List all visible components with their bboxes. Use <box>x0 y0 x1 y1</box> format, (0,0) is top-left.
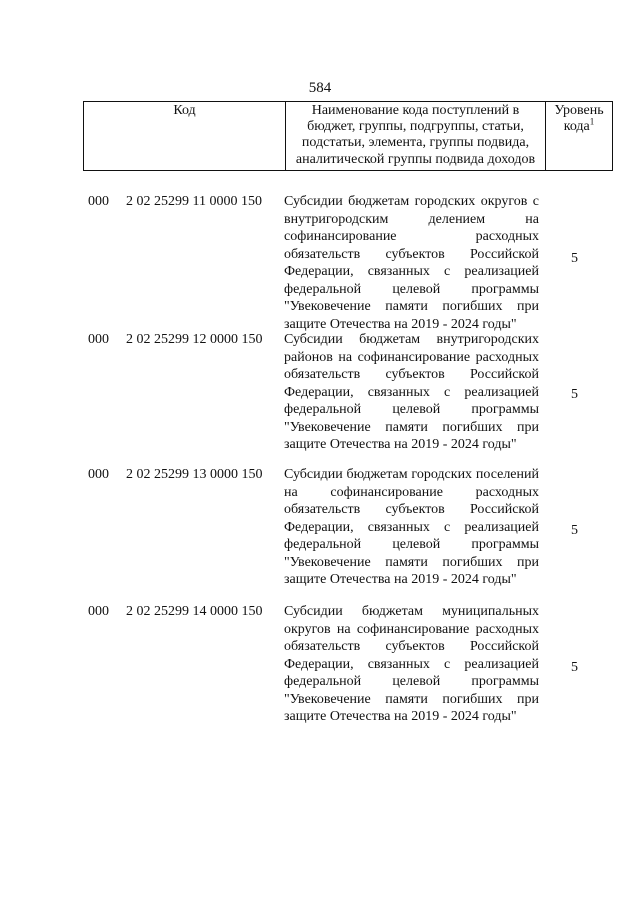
row-admin-code: 000 <box>88 467 109 482</box>
row-revenue-code: 2 02 25299 13 0000 150 <box>126 467 263 482</box>
page-number: 584 <box>308 80 332 96</box>
row-level: 5 <box>571 523 578 538</box>
row-revenue-name: Субсидии бюджетам городских поселений на софинансирование расходных обязательств субъектов Российской Федерации, связанных с реализацией федеральной целевой программы "Увековечение памяти погибших при защите Отечества на 2019 - 2024 годы" <box>284 467 539 587</box>
header-name-cell <box>286 102 546 171</box>
row-revenue-code: 2 02 25299 14 0000 150 <box>126 604 263 619</box>
header-code-label: Код <box>173 103 196 118</box>
row-revenue-name: Субсидии бюджетам городских округов с внутригородским делением на софинансирование расходных обязательств субъектов Российской Федерации, связанных с реализацией федеральной целевой программы "Увековечение памяти погибших при защите Отечества на 2019 - 2024 годы" <box>284 194 539 332</box>
table-header <box>83 101 613 171</box>
row-level: 5 <box>571 660 578 675</box>
header-code-cell <box>84 102 286 171</box>
header-name-label: Наименование кода поступлений в бюджет, группы, подгруппы, статьи, подстатьи, элемента, группы подвида, аналитической группы подвида доходов <box>295 103 536 167</box>
row-revenue-name: Субсидии бюджетам внутригородских районов на софинансирование расходных обязательств субъектов Российской Федерации, связанных с реализацией федеральной целевой программы "Увековечение памяти погибших при защите Отечества на 2019 - 2024 годы" <box>284 332 539 452</box>
header-level-footnote: 1 <box>589 116 595 127</box>
row-level: 5 <box>571 387 578 402</box>
row-admin-code: 000 <box>88 332 109 347</box>
row-revenue-code: 2 02 25299 11 0000 150 <box>126 194 262 209</box>
row-revenue-code: 2 02 25299 12 0000 150 <box>126 332 263 347</box>
row-revenue-name: Субсидии бюджетам муниципальных округов на софинансирование расходных обязательств субъектов Российской Федерации, связанных с реализацией федеральной целевой программы "Увековечение памяти погибших при защите Отечества на 2019 - 2024 годы" <box>284 604 539 724</box>
header-level-label: Уровень кода <box>554 103 604 135</box>
header-level-cell <box>546 102 613 171</box>
row-admin-code: 000 <box>88 604 109 619</box>
row-admin-code: 000 <box>88 194 109 209</box>
row-level: 5 <box>571 251 578 266</box>
